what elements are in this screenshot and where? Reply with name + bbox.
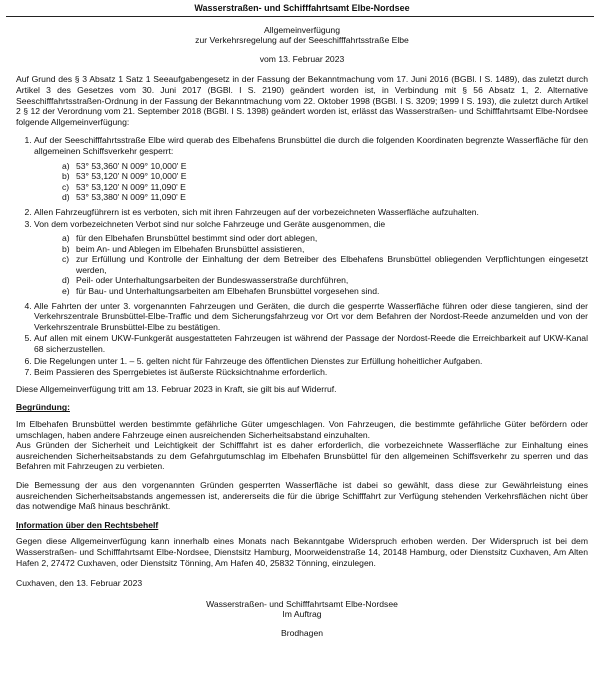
- exception-c: c) zur Erfüllung und Kontrolle der Einhaltung der dem Betreiber des Elbehafens Brunsbüttel obliegenden Verpflichtungen eingesetzt werden,: [62, 254, 588, 275]
- signature-authority: Wasserstraßen- und Schifffahrtsamt Elbe-Nordsee: [206, 598, 398, 609]
- header-authority: Wasserstraßen- und Schifffahrtsamt Elbe-Nordsee: [194, 3, 410, 13]
- reasoning-paragraph-1: Im Elbehafen Brunsbüttel werden bestimmte gefährliche Güter umgeschlagen. Von Fahrzeugen, die bestimmte gefährliche Güter befördern oder umschlagen, haben andere Fahrzeuge einen ausreichenden Sicherheitsabstand einzuhalten.: [16, 419, 588, 440]
- legal-remedy-heading: Information über den Rechtsbehelf: [16, 519, 159, 530]
- reasoning-heading: Begründung:: [16, 402, 70, 413]
- coordinate-a: a) 53° 53,360' N 009° 10,000' E: [62, 160, 187, 171]
- coordinate-d: d) 53° 53,380' N 009° 11,090' E: [62, 192, 186, 203]
- coordinate-b: b) 53° 53,120' N 009° 10,000' E: [62, 171, 187, 182]
- signature-on-behalf: Im Auftrag: [282, 609, 322, 620]
- regulation-item-3-text: Von dem vorbezeichneten Verbot sind nur solche Fahrzeuge und Geräte ausgenommen, die: [34, 218, 386, 229]
- exception-e: e) für Bau- und Unterhaltungsarbeiten am Elbehafen Brunsbüttel vorgesehen sind.: [62, 286, 380, 297]
- regulation-item-5: 5. Auf allen mit einem UKW-Funkgerät ausgestatteten Fahrzeugen ist während der Passage der Nordost-Reede die Erreichbarkeit auf UKW-Kanal 68 sicherzustellen.: [34, 333, 588, 354]
- exception-d: d) Peil- oder Unterhaltungsarbeiten der Bundeswasserstraße durchführen,: [62, 275, 349, 286]
- regulation-item-2: 2. Allen Fahrzeugführern ist es verboten, sich mit ihren Fahrzeugen auf der vorbezeichneten Wasserfläche aufzuhalten.: [34, 207, 588, 218]
- header-divider: [6, 16, 594, 17]
- regulation-item-4: 4. Alle Fahrten der unter 3. vorgenannten Fahrzeugen und Geräten, die durch die gesperrte Wasserfläche führen oder diese tangieren, sind der Verkehrszentrale Brunsbüttel-Elbe-Traffic und dem Sicherungsfahrzeug vor Ort vor dem Befahren der Nordost-Reede anzumelden und von der Verkehrszentrale Brunsbüttel-Elbe zu bestätigen.: [34, 301, 588, 333]
- reasoning-paragraph-3: Die Bemessung der aus den vorgenannten Gründen gesperrten Wasserfläche ist dabei so gewählt, dass diese zur Gewährleistung eines ausreichenden Sicherheitsabstands angemessen ist, andererseits die für die übrige Schifffahrt zur Verfügung stehenden Verkehrsflächen nicht über das notwendige Maß hinaus beschränkt.: [16, 479, 588, 512]
- title-line-2: zur Verkehrsregelung auf der Seeschifffahrtsstraße Elbe: [195, 35, 409, 46]
- title-line-1: Allgemeinverfügung: [264, 24, 340, 35]
- exception-a: a) für den Elbehafen Brunsbüttel bestimmt sind oder dort ablegen,: [62, 233, 318, 244]
- regulation-item-7: 7. Beim Passieren des Sperrgebietes ist äußerste Rücksichtnahme erforderlich.: [34, 367, 588, 378]
- place-date: Cuxhaven, den 13. Februar 2023: [16, 578, 143, 589]
- title-date: vom 13. Februar 2023: [259, 53, 345, 64]
- coordinate-list: [62, 161, 588, 203]
- preamble: Auf Grund des § 3 Absatz 1 Satz 1 Seeaufgabengesetz in der Fassung der Bekanntmachung vom 17. Juni 2016 (BGBl. I S. 1489), das zuletzt durch Artikel 3 des Gesetzes vom 30. Juni 2017 (BGBl. I S. 2190) geändert worden ist, in Verbindung mit § 56 Absatz 1, 2. Alternative Seeschifffahrtsstraßen-Ordnung in der Fassung der Bekanntmachung vom 22. Oktober 1998 (BGBl. I S. 3209; 1999 I S. 193), die zuletzt durch Artikel 2 § 12 der Verordnung vom 21. September 2018 (BGBl. I S. 1398) geändert worden ist, erlässt das Wasserstraßen- und Schifffahrtsamt Elbe-Nordsee folgende Allgemeinverfügung:: [16, 74, 588, 127]
- reasoning-paragraph-2: Aus Gründen der Sicherheit und Leichtigkeit der Schifffahrt ist es daher erforderlich, die vorbezeichnete Wasserfläche zur Einhaltung eines ausreichenden Sicherheitsabstands zu dem Gefahrgutumschlag im Elbehafen Brunsbüttel für den allgemeinen Schiffsverkehr zu sperren und das Befahren mit Fahrzeugen zu verbieten.: [16, 440, 588, 472]
- coordinate-c: c) 53° 53,120' N 009° 11,090' E: [62, 181, 186, 192]
- regulation-item-1: [34, 135, 588, 203]
- signature-name: Brodhagen: [280, 627, 324, 638]
- exception-list: [62, 233, 588, 297]
- doc-title: [16, 25, 588, 65]
- validity-statement: Diese Allgemeinverfügung tritt am 13. Februar 2023 in Kraft, sie gilt bis auf Widerruf.: [16, 383, 337, 394]
- regulation-item-1-text: Auf der Seeschifffahrtsstraße Elbe wird querab des Elbehafens Brunsbüttel die durch die folgenden Koordinaten begrenzte Wasserfläche für den allgemeinen Schiffsverkehr gesperrt:: [34, 135, 588, 156]
- legal-remedy-text: Gegen diese Allgemeinverfügung kann innerhalb eines Monats nach Bekanntgabe Widerspruch erhoben werden. Der Widerspruch ist bei dem Wasserstraßen- und Schifffahrtsamt Elbe-Nordsee, Dienstsitz Hamburg, Moorweidenstraße 14, 20148 Hamburg, oder Dienstsitz Cuxhaven, Am Alten Hafen 2, 27472 Cuxhaven, oder Dienstsitz Tönning, Am Hafen 40, 25832 Tönning, einzulegen.: [16, 536, 588, 568]
- regulation-list: [16, 135, 588, 377]
- document-page: [6, 3, 594, 677]
- regulation-item-6: 6. Die Regelungen unter 1. – 5. gelten nicht für Fahrzeuge des öffentlichen Dienstes zur Erfüllung hoheitlicher Aufgaben.: [34, 356, 588, 367]
- exception-b: b) beim An- und Ablegen im Elbehafen Brunsbüttel assistieren,: [62, 243, 305, 254]
- regulation-item-3: [34, 219, 588, 297]
- signature-block: [16, 599, 588, 639]
